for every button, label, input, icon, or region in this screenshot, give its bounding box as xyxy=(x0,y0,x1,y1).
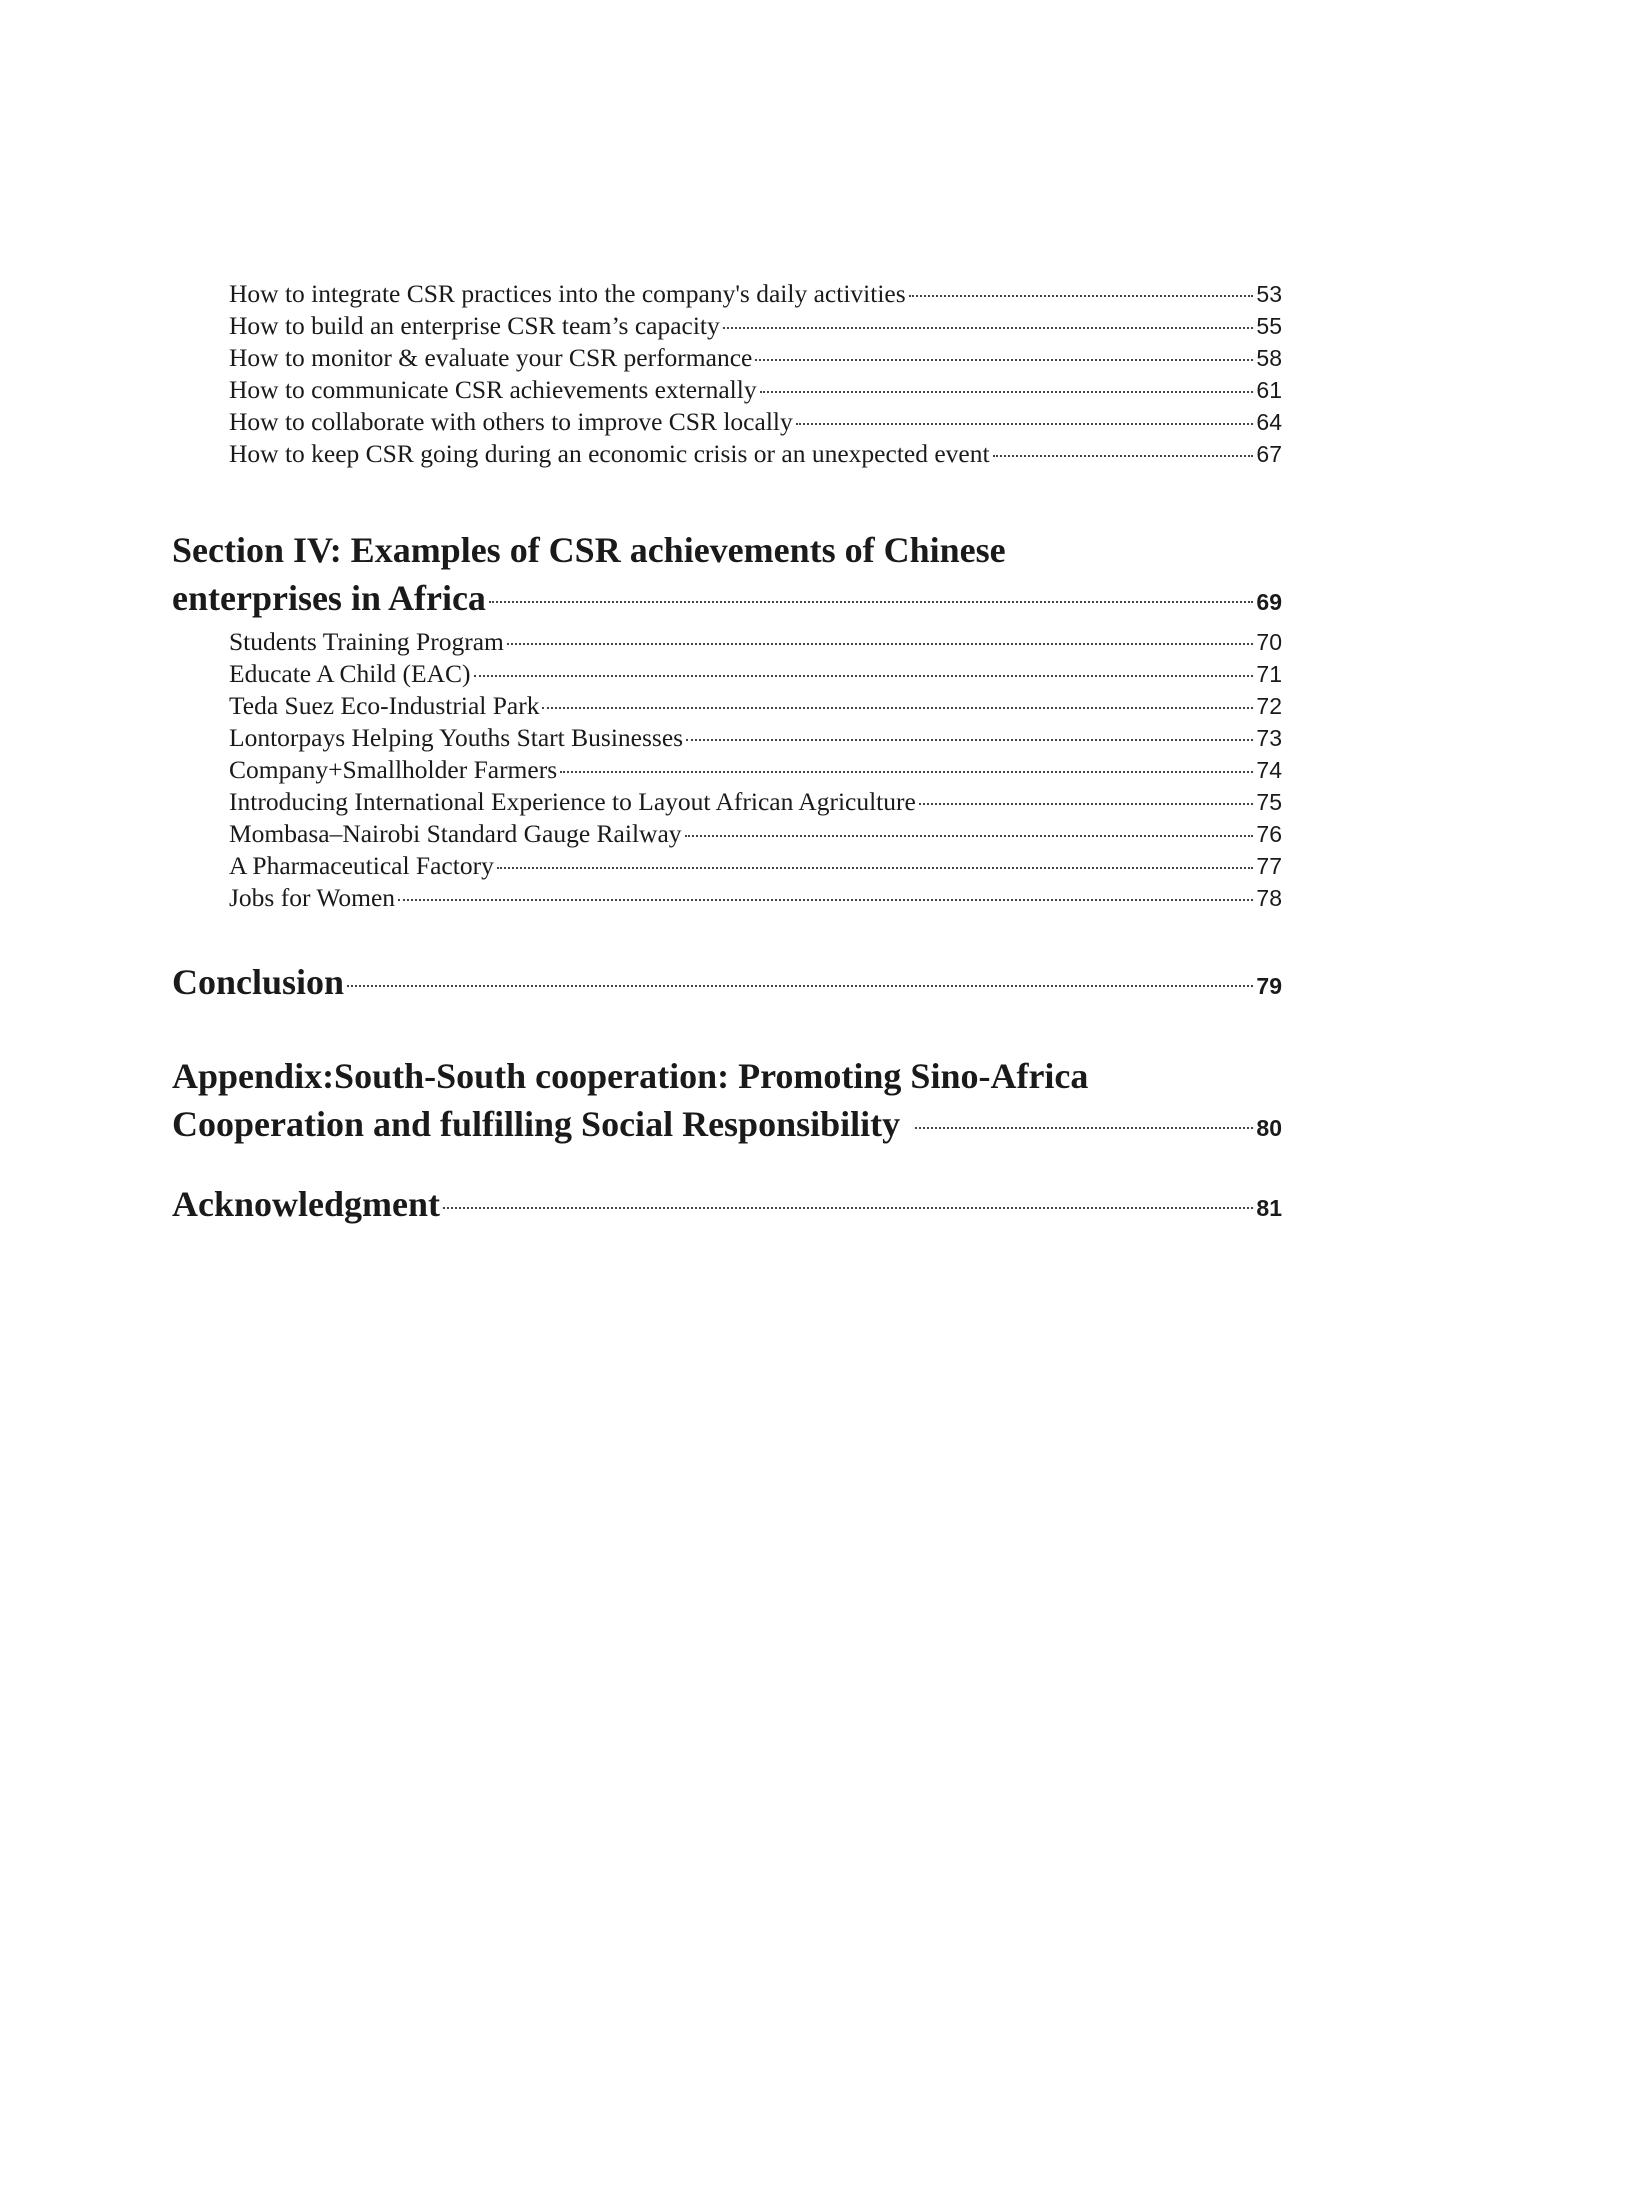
toc-entry-page: 61 xyxy=(1256,377,1282,403)
conclusion-entry[interactable] xyxy=(172,958,1282,1010)
toc-entry-title: How to keep CSR going during an economic crisis or an unexpected event xyxy=(229,439,990,468)
toc-entry-page: 55 xyxy=(1256,313,1282,339)
toc-entry-page: 72 xyxy=(1256,693,1282,719)
toc-entry-title: Educate A Child (EAC) xyxy=(229,659,471,688)
toc-entry-title: Mombasa–Nairobi Standard Gauge Railway xyxy=(229,819,682,848)
toc-entry[interactable] xyxy=(172,818,1282,850)
toc-entry-title: Jobs for Women xyxy=(229,883,396,912)
toc-entry[interactable] xyxy=(172,658,1282,690)
dot-leader xyxy=(474,675,1254,677)
toc-entry[interactable] xyxy=(172,626,1282,658)
toc-entry[interactable] xyxy=(172,342,1282,374)
toc-entry-page: 75 xyxy=(1256,789,1282,815)
toc-entry-page: 67 xyxy=(1256,441,1282,467)
toc-entry-title: Students Training Program xyxy=(229,627,504,656)
dot-leader xyxy=(760,391,1254,393)
acknowledgment-page: 81 xyxy=(1256,1195,1282,1221)
dot-leader xyxy=(796,423,1254,425)
toc-entry-page: 73 xyxy=(1256,725,1282,751)
toc-entry-page: 53 xyxy=(1256,281,1282,307)
toc-entry-page: 70 xyxy=(1256,629,1282,655)
dot-leader xyxy=(909,295,1254,297)
toc-entry-title: Company+Smallholder Farmers xyxy=(229,755,558,784)
dot-leader xyxy=(723,327,1254,329)
toc-entry[interactable] xyxy=(172,406,1282,438)
toc-entry-title: Introducing International Experience to Layout African Agriculture xyxy=(229,787,916,816)
toc-entry-title: How to integrate CSR practices into the company's daily activities xyxy=(229,279,906,308)
dot-leader xyxy=(507,643,1254,645)
dot-leader xyxy=(686,739,1253,741)
appendix-entry[interactable] xyxy=(172,1100,1282,1152)
dot-leader xyxy=(685,835,1254,837)
acknowledgment-title: Acknowledgment xyxy=(172,1184,440,1224)
dot-leader xyxy=(560,771,1253,773)
toc-entry[interactable] xyxy=(172,850,1282,882)
toc-entry-page: 78 xyxy=(1256,885,1282,911)
toc-entry[interactable] xyxy=(172,310,1282,342)
toc-entry-page: 76 xyxy=(1256,821,1282,847)
toc-entry-title: Lontorpays Helping Youths Start Businesses xyxy=(229,723,684,752)
dot-leader xyxy=(993,455,1254,457)
toc-entry-title: A Pharmaceutical Factory xyxy=(229,851,494,880)
acknowledgment-entry[interactable] xyxy=(172,1180,1282,1232)
toc-entry[interactable] xyxy=(172,882,1282,914)
section-4-heading-line2: enterprises in Africa xyxy=(172,578,486,618)
dot-leader xyxy=(915,1127,1253,1129)
dot-leader xyxy=(443,1207,1253,1209)
toc-entry-title: How to communicate CSR achievements externally xyxy=(229,375,757,404)
dot-leader xyxy=(347,985,1253,987)
table-of-contents xyxy=(172,278,1282,1232)
appendix-page: 80 xyxy=(1256,1115,1282,1141)
toc-entry[interactable] xyxy=(172,374,1282,406)
appendix-heading-line2: Cooperation and fulfilling Social Responsibility xyxy=(172,1104,901,1144)
toc-entry[interactable] xyxy=(172,786,1282,818)
dot-leader xyxy=(755,359,1253,361)
section-4-heading-line1: Section IV: Examples of CSR achievements of Chinese xyxy=(172,530,1006,570)
dot-leader xyxy=(497,867,1254,869)
toc-entry[interactable] xyxy=(172,690,1282,722)
dot-leader xyxy=(542,707,1253,709)
toc-entry-page: 58 xyxy=(1256,345,1282,371)
conclusion-title: Conclusion xyxy=(172,962,345,1002)
conclusion-page: 79 xyxy=(1256,973,1282,999)
toc-entry[interactable] xyxy=(172,754,1282,786)
toc-entry-page: 64 xyxy=(1256,409,1282,435)
toc-entry-title: How to build an enterprise CSR team’s capacity xyxy=(229,311,720,340)
section-4-page: 69 xyxy=(1256,589,1282,615)
toc-entry-page: 77 xyxy=(1256,853,1282,879)
appendix-heading-line1: Appendix:South-South cooperation: Promoting Sino-Africa xyxy=(172,1056,1089,1096)
section-4-heading[interactable] xyxy=(172,574,1282,626)
dot-leader xyxy=(489,601,1253,603)
dot-leader xyxy=(919,803,1254,805)
toc-entry-page: 71 xyxy=(1256,661,1282,687)
toc-entry[interactable] xyxy=(172,722,1282,754)
toc-entry-title: How to collaborate with others to improve CSR locally xyxy=(229,407,793,436)
dot-leader xyxy=(398,899,1253,901)
toc-entry[interactable] xyxy=(172,278,1282,310)
toc-entry[interactable] xyxy=(172,438,1282,470)
toc-entry-page: 74 xyxy=(1256,757,1282,783)
toc-entry-title: Teda Suez Eco-Industrial Park xyxy=(229,691,540,720)
toc-entry-title: How to monitor & evaluate your CSR performance xyxy=(229,343,753,372)
